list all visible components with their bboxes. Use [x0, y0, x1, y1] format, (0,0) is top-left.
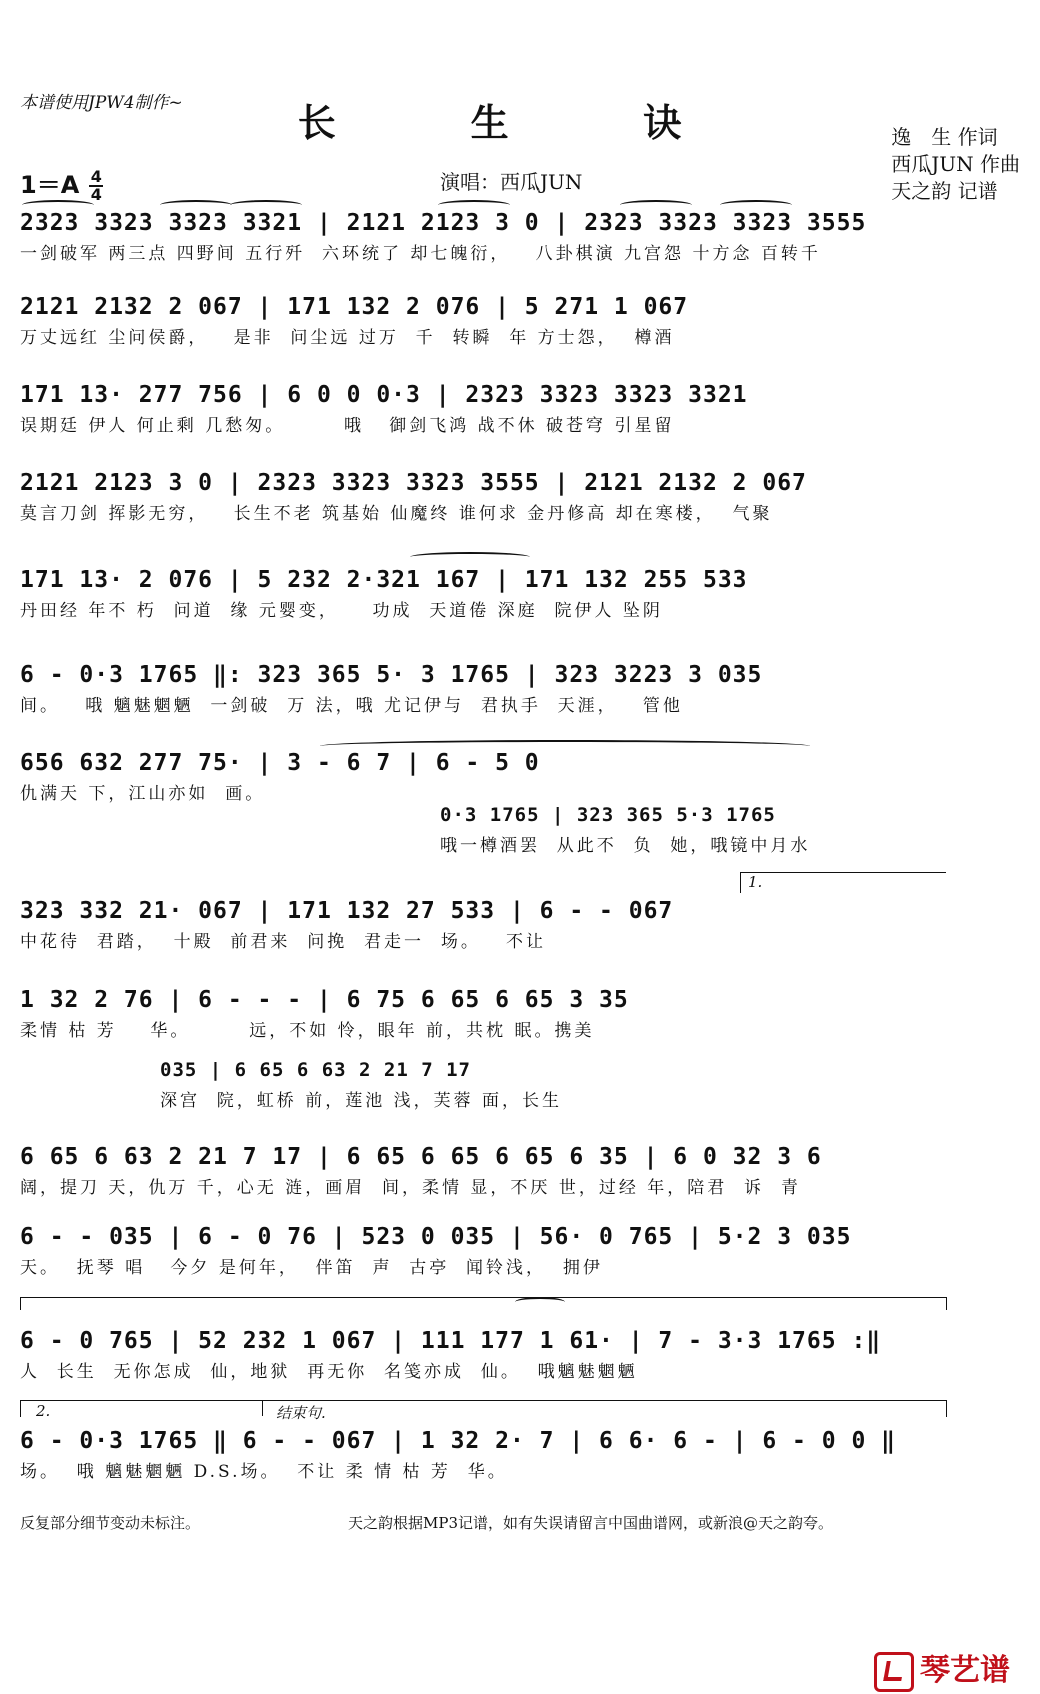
lyrics-line: 阔，提刀 天，仇万 千，心无 涟，画眉 间，柔情 显，不厌 世，过经 年，陪君 诉 青 — [20, 1178, 801, 1198]
logo-text: 琴艺谱 — [920, 1653, 1010, 1688]
lyrics-line: 柔情 枯 芳 华。 远，不如 怜，眼年 前，共枕 眠。携美 — [20, 1021, 595, 1041]
stave-7-alt — [440, 800, 1020, 858]
footer-note-left: 反复部分细节变动未标注。 — [20, 1514, 201, 1532]
notes-line: 323 332 21· 067 | 171 132 27 533 | 6 - - 067 — [20, 898, 674, 924]
notes-line: 035 | 6 65 6 63 2 21 7 17 — [160, 1059, 471, 1081]
lyrics-line: 误期廷 伊人 何止剩 几愁匆。 哦 御剑飞鸿 战不休 破苍穹 引星留 — [20, 416, 675, 436]
lyrics-line: 丹田经 年不 朽 问道 缘 元婴变， 功成 天道倦 深庭 院伊人 坠阴 — [20, 601, 663, 621]
volta-1: 1. — [748, 873, 763, 891]
notes-line: 2121 2123 3 0 | 2323 3323 3323 3555 | 2121 2132 2 067 — [20, 470, 807, 496]
lyrics-line: 天。 抚琴 唱 今夕 是何年， 伴笛 声 古亭 闻铃浅， 拥伊 — [20, 1258, 603, 1278]
notes-line: 2323 3323 3323 3321 | 2121 2123 3 0 | 2323 3323 3323 3555 — [20, 210, 867, 236]
stave-1 — [20, 208, 1020, 266]
slur — [410, 552, 530, 562]
stave-11 — [20, 1222, 1020, 1280]
time-bottom: 4 — [90, 185, 102, 204]
notes-line: 656 632 277 75· | 3 - 6 7 | 6 - 5 0 — [20, 750, 540, 776]
volta-2-bracket — [20, 1400, 947, 1417]
notes-line: 0·3 1765 | 323 365 5·3 1765 — [440, 804, 776, 826]
notes-line: 171 13· 277 756 | 6 0 0 0·3 | 2323 3323 3323 3321 — [20, 382, 748, 408]
volta-2: 2. — [36, 1402, 51, 1420]
stave-3 — [20, 380, 1020, 438]
lyrics-line: 万丈远红 尘问侯爵， 是非 问尘远 过万 千 转瞬 年 方士怨， 樽酒 — [20, 328, 675, 348]
volta-1-bracket — [740, 872, 946, 893]
time-signature — [89, 169, 103, 203]
slur — [438, 200, 510, 210]
slur — [230, 200, 302, 210]
logo-icon — [874, 1652, 914, 1692]
notes-line: 6 65 6 63 2 21 7 17 | 6 65 6 65 6 65 6 35 | 6 0 32 3 6 — [20, 1144, 822, 1170]
stave-7 — [20, 748, 1020, 806]
lyrics-line: 深宫 院，虹桥 前，莲池 浅，芙蓉 面，长生 — [160, 1091, 563, 1111]
lyrics-line: 仇满天 下，江山亦如 画。 — [20, 784, 266, 804]
lyrics-line: 人 长生 无你怎成 仙，地狱 再无你 名笺亦成 仙。 哦魑魅魍魉 — [20, 1362, 638, 1382]
lyricist: 逸 生 作词 — [891, 125, 998, 149]
lyrics-line: 场。 哦 魑魅魍魉 D.S.场。 不让 柔 情 枯 芳 华。 — [20, 1462, 508, 1482]
slur — [160, 200, 232, 210]
software-note: 本谱使用JPW4制作~ — [20, 93, 183, 113]
notes-line: 6 - 0·3 1765 ‖ 6 - - 067 | 1 32 2· 7 | 6 6· 6 - | 6 - 0 0 ‖ — [20, 1428, 896, 1454]
lyrics-line: 间。 哦 魑魅魍魉 一剑破 万 法，哦 尤记伊与 君执手 天涯， 管他 — [20, 696, 683, 716]
slur — [720, 200, 792, 210]
stave-5 — [20, 565, 1020, 623]
song-title: 长 生 诀 — [297, 100, 743, 145]
composer: 西瓜JUN 作曲 — [891, 152, 1020, 176]
lyrics-line: 哦一樽酒罢 从此不 负 她，哦镜中月水 — [440, 836, 811, 856]
ending-label: 结束句. — [276, 1404, 326, 1422]
credits — [891, 124, 1020, 205]
stave-4 — [20, 468, 1020, 526]
stave-9 — [20, 985, 1020, 1043]
slur — [515, 1297, 565, 1307]
lyrics-line: 一剑破军 两三点 四野间 五行歼 六环统了 却七魄衍， 八卦棋演 九宫怨 十方念 百转千 — [20, 244, 821, 264]
transcriber: 天之韵 记谱 — [891, 179, 998, 203]
stave-13 — [20, 1426, 1020, 1484]
stave-9-alt — [160, 1055, 1020, 1113]
notes-line: 2121 2132 2 067 | 171 132 2 076 | 5 271 1 067 — [20, 294, 689, 320]
repeat-bracket — [20, 1297, 947, 1310]
slur — [620, 200, 692, 210]
stave-2 — [20, 292, 1020, 350]
singer: 演唱：西瓜JUN — [440, 170, 583, 194]
notes-line: 6 - - 035 | 6 - 0 76 | 523 0 035 | 56· 0 765 | 5·2 3 035 — [20, 1224, 852, 1250]
stave-8 — [20, 896, 1020, 954]
lyrics-line: 中花待 君踏， 十殿 前君来 问挽 君走一 场。 不让 — [20, 932, 547, 952]
notes-line: 6 - 0·3 1765 ‖: 323 365 5· 3 1765 | 323 3223 3 035 — [20, 662, 763, 688]
stave-10 — [20, 1142, 1020, 1200]
site-logo — [874, 1645, 1010, 1692]
stave-6 — [20, 660, 1020, 718]
notes-line: 171 13· 2 076 | 5 232 2·321 167 | 171 132 255 533 — [20, 567, 748, 593]
notes-line: 1 32 2 76 | 6 - - - | 6 75 6 65 6 65 3 35 — [20, 987, 629, 1013]
ending-divider — [262, 1400, 263, 1416]
time-top: 4 — [90, 167, 102, 186]
slur — [22, 200, 94, 210]
footer-note-right: 天之韵根据MP3记谱，如有失误请留言中国曲谱网，或新浪@天之韵夸。 — [348, 1514, 833, 1532]
slur-long — [320, 740, 810, 752]
lyrics-line: 莫言刀剑 挥影无穷， 长生不老 筑基始 仙魔终 谁何求 金丹修高 却在寒楼， 气聚 — [20, 504, 773, 524]
key-signature — [20, 165, 103, 203]
stave-12 — [20, 1326, 1020, 1384]
key-label: 1＝A — [20, 171, 80, 199]
notes-line: 6 - 0 765 | 52 232 1 067 | 111 177 1 61· | 7 - 3·3 1765 :‖ — [20, 1328, 882, 1354]
